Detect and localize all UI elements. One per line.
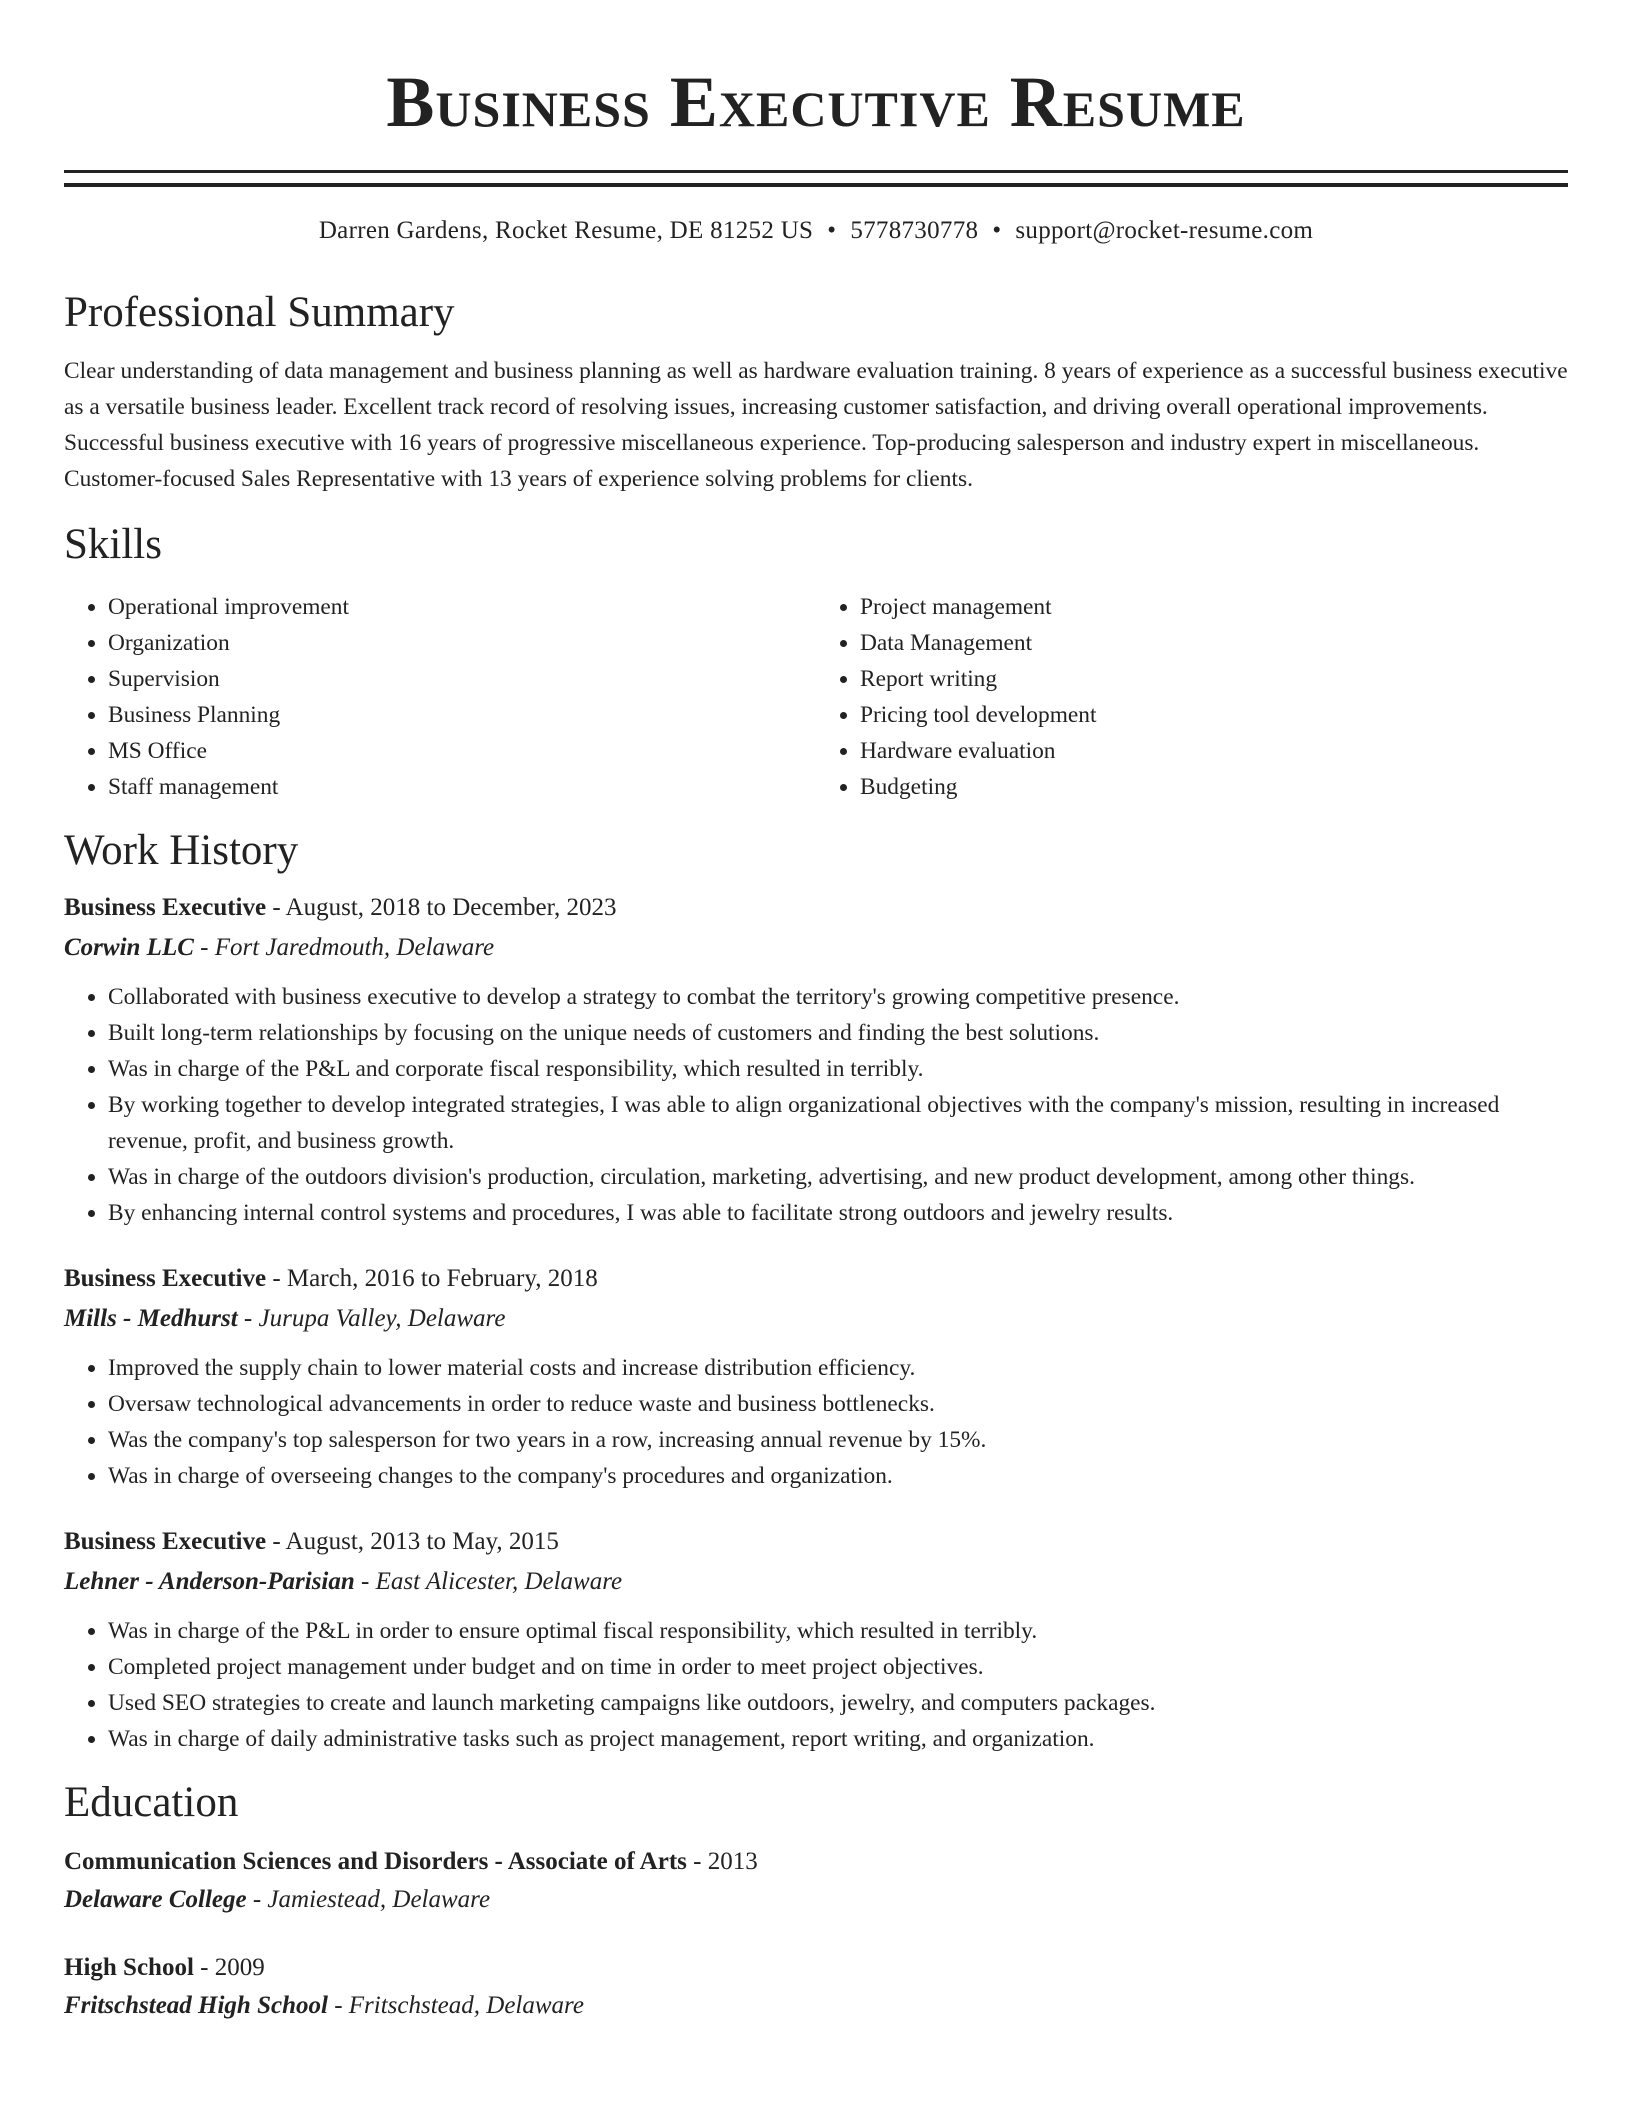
job-entry (64, 1262, 1568, 1494)
skill-item: • Budgeting (860, 769, 1568, 805)
skill-item: • Data Management (860, 625, 1568, 661)
job-bullet: • Was in charge of the P&L and corporate fiscal responsibility, which resulted in terribly. (108, 1051, 1568, 1087)
job-title-line (64, 1525, 1568, 1559)
job-bullet: • Used SEO strategies to create and launch marketing campaigns like outdoors, jewelry, and computers packages. (108, 1685, 1568, 1721)
skills-heading: Skills (64, 521, 162, 568)
skills-left-column (64, 589, 816, 805)
job-entry (64, 1525, 1568, 1757)
job-company: Mills - Medhurst (64, 1305, 238, 1332)
contact-phone: 5778730778 (850, 217, 979, 244)
job-title: Business Executive (64, 1265, 267, 1292)
resume-title: Business Executive Resume (386, 62, 1246, 142)
education-year: - 2009 (193, 1954, 265, 1981)
job-company: Corwin LLC (64, 934, 194, 961)
skill-item: • Hardware evaluation (860, 733, 1568, 769)
job-bullets (64, 1613, 1568, 1757)
summary-heading: Professional Summary (64, 289, 455, 336)
job-bullet: • Was in charge of overseeing changes to the company's procedures and organization. (108, 1458, 1568, 1494)
job-title-line (64, 1262, 1568, 1296)
skill-item: • Business Planning (108, 697, 816, 733)
education-entry (64, 1845, 1568, 1917)
skill-item: • Staff management (108, 769, 816, 805)
work-history-heading: Work History (64, 827, 299, 874)
skills-list (64, 589, 1568, 805)
job-company-line (64, 1565, 1568, 1599)
job-company-line (64, 931, 1568, 965)
job-bullet: • Was in charge of the P&L in order to ensure optimal fiscal responsibility, which resulted in terribly. (108, 1613, 1568, 1649)
job-bullet: • By enhancing internal control systems and procedures, I was able to facilitate strong outdoors and jewelry results. (108, 1195, 1568, 1231)
job-bullets (64, 979, 1568, 1231)
title-double-rule (64, 170, 1568, 187)
job-bullet: • By working together to develop integrated strategies, I was able to align organizational objectives with the company's mission, resulting in increased revenue, profit, and business growth. (108, 1087, 1568, 1159)
job-location: - Fort Jaredmouth, Delaware (193, 934, 495, 961)
job-bullets (64, 1350, 1568, 1494)
education-year: - 2013 (686, 1848, 758, 1875)
job-bullet: • Improved the supply chain to lower material costs and increase distribution efficiency. (108, 1350, 1568, 1386)
job-bullet: • Completed project management under budget and on time in order to meet project objectives. (108, 1649, 1568, 1685)
job-bullet: • Oversaw technological advancements in order to reduce waste and business bottlenecks. (108, 1386, 1568, 1422)
education-location: - Fritschstead, Delaware (327, 1992, 584, 2019)
contact-address: Darren Gardens, Rocket Resume, DE 81252 US (318, 217, 814, 244)
job-dates: - August, 2013 to May, 2015 (266, 1528, 559, 1555)
job-bullet: • Was in charge of the outdoors division's production, circulation, marketing, advertising, and new product development, among other things. (108, 1159, 1568, 1195)
contact-line (64, 215, 1568, 247)
skill-item: • Operational improvement (108, 589, 816, 625)
education-school: Fritschstead High School (64, 1992, 328, 2019)
job-company: Lehner - Anderson-Parisian (64, 1568, 355, 1595)
skill-item: • Pricing tool development (860, 697, 1568, 733)
skill-item: • MS Office (108, 733, 816, 769)
education-heading: Education (64, 1779, 239, 1826)
job-bullet: • Was in charge of daily administrative tasks such as project management, report writing, and organization. (108, 1721, 1568, 1757)
contact-separator: • (827, 217, 837, 244)
education-degree: Communication Sciences and Disorders - Associate of Arts (64, 1848, 687, 1875)
education-school: Delaware College (64, 1886, 247, 1913)
skill-item: • Organization (108, 625, 816, 661)
education-degree: High School (64, 1954, 194, 1981)
job-location: - East Alicester, Delaware (354, 1568, 623, 1595)
job-bullet: • Was the company's top salesperson for two years in a row, increasing annual revenue by 15%. (108, 1422, 1568, 1458)
job-title: Business Executive (64, 1528, 267, 1555)
summary-text: Clear understanding of data management and business planning as well as hardware evaluation training. 8 years of experience as a successful business executive as a versatile business leader. Excellent track record of resolving issues, increasing customer satisfaction, and driving overall operational improvements. Successful business executive with 16 years of progressive miscellaneous experience. Top-producing salesperson and industry expert in miscellaneous. Customer-focused Sales Representative with 13 years of experience solving problems for clients. (64, 358, 1568, 492)
education-school-line (64, 1989, 1568, 2023)
education-degree-line (64, 1845, 1568, 1879)
education-entry (64, 1951, 1568, 2023)
contact-separator: • (992, 217, 1002, 244)
skills-right-column (816, 589, 1568, 805)
skill-item: • Report writing (860, 661, 1568, 697)
job-title: Business Executive (64, 894, 267, 921)
job-bullet: • Built long-term relationships by focusing on the unique needs of customers and finding the best solutions. (108, 1015, 1568, 1051)
job-company-line (64, 1302, 1568, 1336)
job-entry (64, 891, 1568, 1231)
skill-item: • Supervision (108, 661, 816, 697)
job-dates: - August, 2018 to December, 2023 (266, 894, 617, 921)
job-location: - Jurupa Valley, Delaware (237, 1305, 506, 1332)
education-school-line (64, 1883, 1568, 1917)
contact-email: support@rocket-resume.com (1015, 217, 1314, 244)
skill-item: • Project management (860, 589, 1568, 625)
education-location: - Jamiestead, Delaware (246, 1886, 491, 1913)
job-bullet: • Collaborated with business executive to develop a strategy to combat the territory's growing competitive presence. (108, 979, 1568, 1015)
education-degree-line (64, 1951, 1568, 1985)
job-title-line (64, 891, 1568, 925)
job-dates: - March, 2016 to February, 2018 (266, 1265, 598, 1292)
